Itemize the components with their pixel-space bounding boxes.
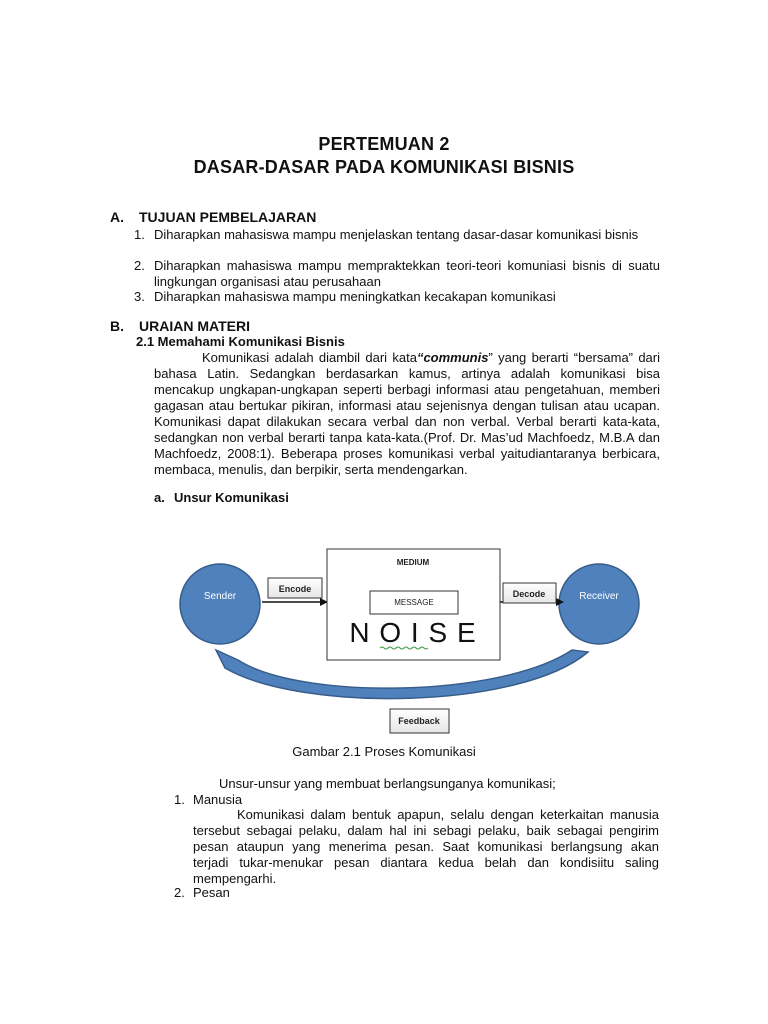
receiver-circle	[559, 564, 639, 644]
feedback-label: Feedback	[398, 716, 440, 726]
list-text: Diharapkan mahasiswa mampu menjelaskan tentang dasar-dasar komunikasi bisnis	[154, 227, 639, 242]
list-number: 2.	[134, 258, 145, 273]
section-a-title: TUJUAN PEMBELAJARAN	[139, 209, 317, 225]
list-label: Manusia	[193, 792, 243, 807]
list-number: 2.	[174, 885, 185, 900]
subsection-a-heading	[154, 490, 289, 505]
body-paragraph	[154, 350, 660, 478]
subsection-a-title: Unsur Komunikasi	[174, 490, 289, 505]
list-item	[134, 227, 660, 243]
section-a-heading	[110, 209, 316, 225]
message-label: MESSAGE	[394, 598, 434, 607]
section-b-heading	[110, 318, 250, 334]
receiver-label: Receiver	[579, 591, 619, 602]
medium-label: MEDIUM	[396, 558, 430, 567]
list-number: 1.	[134, 227, 145, 242]
subsection-heading: 2.1 Memahami Komunikasi Bisnis	[136, 334, 345, 349]
list-label: Pesan	[193, 885, 230, 900]
item1-text: Komunikasi dalam bentuk apapun, selalu dengan keterkaitan manusia tersebut sebagai pelaku, dalam hal ini sebagi pelaku, baik sebagai pengirim pesan ataupun yang menerima pesan. Saat komunikasi berlangsung akan terjadi tukar-menukar pesan diantara kedua belah dan kondisiitu saling mempengarhi.	[193, 807, 659, 886]
list-item	[174, 885, 230, 901]
list-number: 3.	[134, 289, 145, 304]
para-term: “communis	[416, 350, 489, 365]
list-text: Diharapkan mahasiswa mampu mempraktekkan teori-teori komuniasi bisnis di suatu lingkungan organisasi atau perusahaan	[154, 258, 660, 289]
list-item	[174, 792, 242, 808]
elements-lead: Unsur-unsur yang membuat berlangsunganya komunikasi;	[219, 776, 556, 791]
page-title: PERTEMUAN 2	[318, 134, 450, 154]
figure-caption: Gambar 2.1 Proses Komunikasi	[292, 744, 476, 759]
page-subtitle: DASAR-DASAR PADA KOMUNIKASI BISNIS	[193, 157, 575, 177]
decode-label: Decode	[512, 589, 546, 599]
body-paragraph	[193, 807, 659, 887]
sender-label: Sender	[203, 591, 237, 602]
noise-label: N O I S E	[349, 617, 477, 648]
list-number: 1.	[174, 792, 185, 807]
section-a-letter: A.	[110, 209, 124, 225]
para-text-after: ” yang berarti “bersama” dari bahasa Latin. Sedangkan berdasarkan kamus, artinya adalah komunikasi bisa mencakup ungkapan-ungkapan seperti berbagi informasi atau pengetahuan, memberi gagasan atau bertukar pikiran, informasi atau sejenisnya dengan tulisan atau ucapan. Komunikasi dapat dilakukan secara verbal dan non verbal. Verbal berarti kata-kata, sedangkan non verbal berarti tanpa kata-kata.(Prof. Dr. Mas’ud Machfoedz, M.B.A dan Machfoedz, 2008:1). Beberapa proses komunikasi verbal yaitudiantaranya berbicara, membaca, menulis, dan berpikir, serta mendengarkan.	[154, 350, 660, 477]
section-b-title: URAIAN MATERI	[139, 318, 250, 334]
list-item	[134, 289, 660, 305]
sender-circle	[180, 564, 260, 644]
list-item	[134, 258, 660, 290]
subsection-a-letter: a.	[154, 490, 165, 505]
section-b-letter: B.	[110, 318, 124, 334]
para-text-before: Komunikasi adalah diambil dari kata	[202, 350, 417, 365]
encode-label: Encode	[278, 584, 312, 594]
list-text: Diharapkan mahasiswa mampu meningkatkan kecakapan komunikasi	[154, 289, 556, 304]
